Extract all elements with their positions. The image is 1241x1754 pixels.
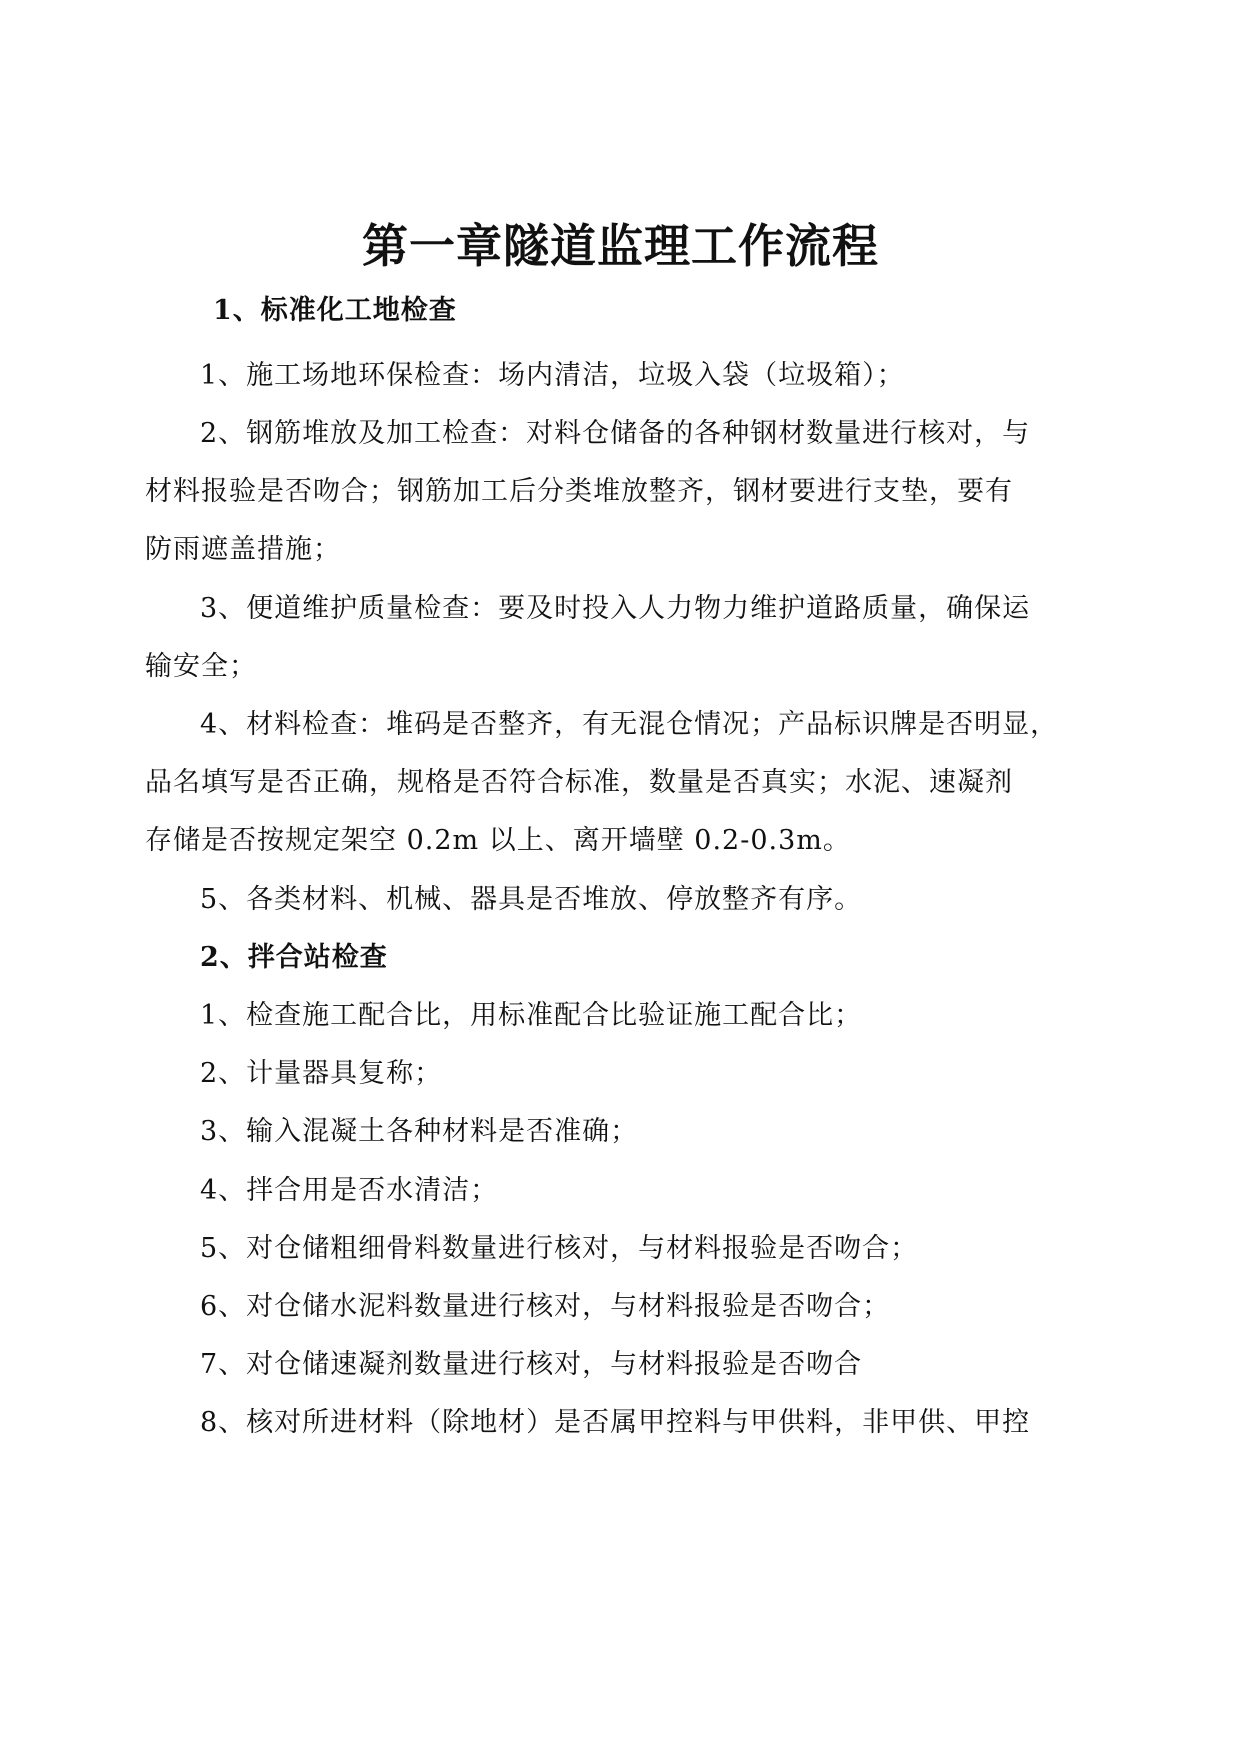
section-heading-2: 2、拌合站检查: [200, 942, 388, 973]
paragraph-line: 6、对仓储水泥料数量进行核对，与材料报验是否吻合；: [200, 1291, 891, 1322]
paragraph-line: 输安全；: [145, 651, 257, 682]
paragraph-line: 8、核对所进材料（除地材）是否属甲控料与甲供料，非甲供、甲控: [200, 1407, 1031, 1438]
paragraph-line: 材料报验是否吻合；钢筋加工后分类堆放整齐，钢材要进行支垫，要有: [145, 476, 1013, 507]
paragraph-line: 4、材料检查：堆码是否整齐，有无混仓情况；产品标识牌是否明显，: [200, 709, 1059, 740]
paragraph-line: 7、对仓储速凝剂数量进行核对，与材料报验是否吻合: [200, 1349, 863, 1380]
paragraph-line: 2、计量器具复称；: [200, 1058, 443, 1089]
section-heading-1: 1、标准化工地检查: [213, 295, 457, 326]
paragraph-line: 防雨遮盖措施；: [145, 534, 341, 565]
chapter-title: 第一章隧道监理工作流程: [362, 219, 879, 273]
paragraph-line: 存储是否按规定架空 0.2m 以上、离开墙壁 0.2-0.3m。: [145, 825, 851, 856]
paragraph-line: 4、拌合用是否水清洁；: [200, 1175, 499, 1206]
paragraph-line: 2、钢筋堆放及加工检查：对料仓储备的各种钢材数量进行核对，与: [200, 418, 1031, 449]
paragraph-line: 3、便道维护质量检查：要及时投入人力物力维护道路质量，确保运: [200, 593, 1031, 624]
paragraph-line: 3、输入混凝土各种材料是否准确；: [200, 1116, 639, 1147]
paragraph-line: 品名填写是否正确，规格是否符合标准，数量是否真实；水泥、速凝剂: [145, 767, 1013, 798]
paragraph-line: 1、检查施工配合比，用标准配合比验证施工配合比；: [200, 1000, 863, 1031]
paragraph-line: 1、施工场地环保检查：场内清洁，垃圾入袋（垃圾箱）；: [200, 360, 905, 391]
paragraph-line: 5、对仓储粗细骨料数量进行核对，与材料报验是否吻合；: [200, 1233, 919, 1264]
paragraph-line: 5、各类材料、机械、器具是否堆放、停放整齐有序。: [200, 884, 863, 915]
